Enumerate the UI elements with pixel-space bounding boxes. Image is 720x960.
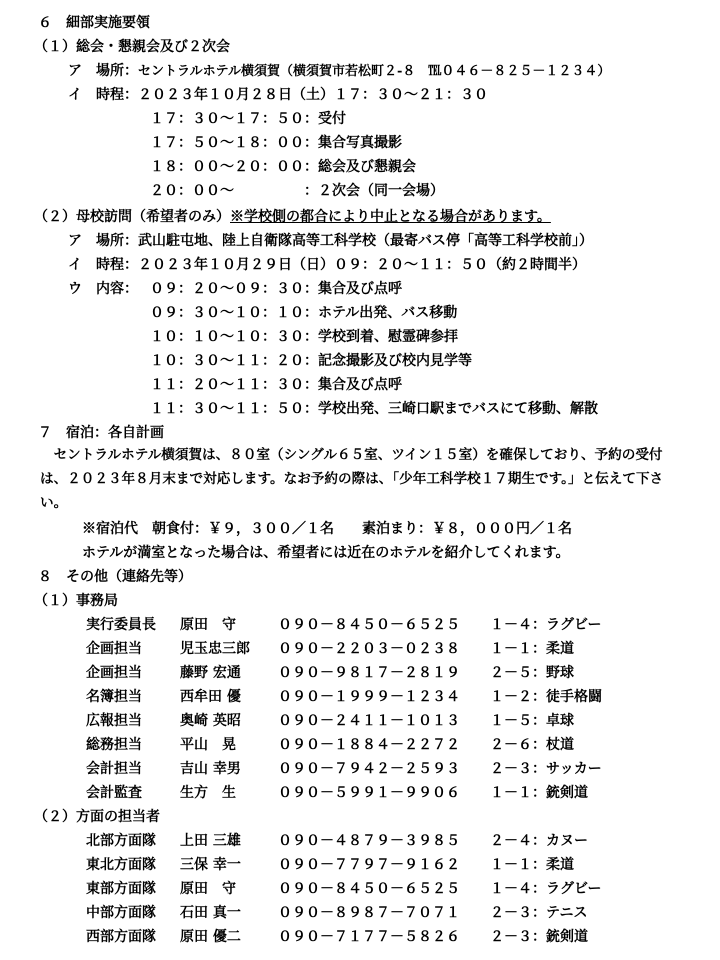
contact-phone: ０９０－９８１７－２８１９ xyxy=(278,665,460,681)
contact-class: １－４：ラグビー xyxy=(490,881,602,897)
time-label: イ 時程： xyxy=(68,87,138,103)
contact-role: 名簿担当 xyxy=(86,689,142,705)
contact-phone: ０９０－８４５０－６５２５ xyxy=(278,881,460,897)
time-text: ２０２３年１０月２８日（土）１７：３０～２１：３０ xyxy=(138,87,488,103)
schedule1-item: １８：００～２０：００：総会及び懇親会 xyxy=(150,159,416,175)
section-8-sub1: （１）事務局 xyxy=(34,593,118,609)
contact-name: 原田 守 xyxy=(180,881,236,897)
contact-role: 東部方面隊 xyxy=(86,881,156,897)
section-7-price: ※宿泊代 朝食付：￥９，３００／１名 素泊まり：￥８，０００円／１名 xyxy=(82,521,572,537)
contact-role: 実行委員長 xyxy=(86,617,156,633)
contact-phone: ０９０－８９８７－７０７１ xyxy=(278,905,460,921)
contact-role: 西部方面隊 xyxy=(86,929,156,945)
contact-phone: ０９０－４８７９－３９８５ xyxy=(278,833,460,849)
schedule1-item: １７：３０～１７：５０：受付 xyxy=(150,111,346,127)
contact-role: 東北方面隊 xyxy=(86,857,156,873)
contact-phone: ０９０－８４５０－６５２５ xyxy=(278,617,460,633)
venue-label: ア 場所： xyxy=(68,63,138,79)
schedule2-item: １１：３０～１１：５０：学校出発、三崎口駅までバスにて移動、解散 xyxy=(150,401,598,417)
contact-class: ２－３：銃剣道 xyxy=(490,929,588,945)
contact-class: ２－５：野球 xyxy=(490,665,574,681)
contact-class: １－１：銃剣道 xyxy=(490,785,588,801)
contact-class: １－４：ラグビー xyxy=(490,617,602,633)
contact-role: 総務担当 xyxy=(86,737,142,753)
contact-class: １－１：柔道 xyxy=(490,857,574,873)
section-7-heading: ７ 宿泊：各自計画 xyxy=(38,425,164,441)
contact-role: 企画担当 xyxy=(86,665,142,681)
schedule1-item: ２０：００～ ：２次会（同一会場） xyxy=(150,183,444,199)
visit-time: イ 時程：２０２３年１０月２９日（日）０９：２０～１１：５０（約２時間半） xyxy=(68,257,586,273)
contact-name: 児玉忠三郎 xyxy=(180,641,250,657)
contact-phone: ０９０－２４１１－１０１３ xyxy=(278,713,460,729)
contact-phone: ０９０－１８８４－２２７２ xyxy=(278,737,460,753)
contact-role: 会計監査 xyxy=(86,785,142,801)
contact-role: 北部方面隊 xyxy=(86,833,156,849)
contact-class: １－１：柔道 xyxy=(490,641,574,657)
section-7-note: ホテルが満室となった場合は、希望者には近在のホテルを紹介してくれます。 xyxy=(82,545,570,561)
contact-class: １－５：卓球 xyxy=(490,713,574,729)
contact-name: 奥崎 英昭 xyxy=(180,713,241,729)
venue-text: セントラルホテル横須賀（横須賀市若松町２-８ ℡０４６－８２５－１２３４） xyxy=(138,64,611,79)
contact-class: ２－４：カヌー xyxy=(490,833,588,849)
contact-name: 西牟田 優 xyxy=(180,689,241,705)
contact-name: 吉山 幸男 xyxy=(180,761,241,777)
contact-name: 上田 三雄 xyxy=(180,833,241,849)
contact-role: 企画担当 xyxy=(86,641,142,657)
contact-role: 広報担当 xyxy=(86,713,142,729)
schedule2-item: ０９：２０～０９：３０：集合及び点呼 xyxy=(150,281,402,297)
schedule2-item: １０：３０～１１：２０：記念撮影及び校内見学等 xyxy=(150,353,472,369)
contact-phone: ０９０－５９９１－９９０６ xyxy=(278,785,460,801)
section-6-sub1: （１）総会・懇親会及び２次会 xyxy=(34,39,230,55)
contact-role: 会計担当 xyxy=(86,761,142,777)
schedule1-item: １７：５０～１８：００：集合写真撮影 xyxy=(150,135,402,151)
section-6-heading: ６ 細部実施要領 xyxy=(38,15,150,31)
schedule2-item: １０：１０～１０：３０：学校到着、慰霊碑参拝 xyxy=(150,329,458,345)
schedule2-item: １１：２０～１１：３０：集合及び点呼 xyxy=(150,377,402,393)
section-6-sub2-line xyxy=(34,208,551,226)
contact-name: 平山 晃 xyxy=(180,737,236,753)
contact-class: ２－３：テニス xyxy=(490,905,588,921)
contact-class: ２－３：サッカー xyxy=(490,761,602,777)
section-6-sub2: （２）母校訪問（希望者のみ） xyxy=(34,209,230,225)
contact-phone: ０９０－７１７７－５８２６ xyxy=(278,929,460,945)
contact-name: 生方 生 xyxy=(180,785,236,801)
venue-line xyxy=(68,62,610,81)
time-line xyxy=(68,86,488,104)
contact-name: 原田 守 xyxy=(180,617,236,633)
schedule2-item: ０９：３０～１０：１０：ホテル出発、バス移動 xyxy=(150,305,458,321)
contact-name: 石田 真一 xyxy=(180,905,241,921)
contact-name: 三保 幸一 xyxy=(180,857,241,873)
contact-name: 原田 優二 xyxy=(180,929,241,945)
contact-phone: ０９０－１９９９－１２３４ xyxy=(278,689,460,705)
visit-venue: ア 場所：武山駐屯地、陸上自衛隊高等工科学校（最寄バス停「高等工科学校前」） xyxy=(68,233,593,249)
contact-class: ２－６：杖道 xyxy=(490,737,574,753)
contact-name: 藤野 宏通 xyxy=(180,665,241,681)
section-8-heading: ８ その他（連絡先等） xyxy=(38,569,192,585)
section-6-sub2-note: ※学校側の都合により中止となる場合があります。 xyxy=(230,209,551,225)
section-8-sub2: （２）方面の担当者 xyxy=(34,809,160,825)
section-7-paragraph: セントラルホテル横須賀は、８０室（シングル６５室、ツイン１５室）を確保しており、予約の受付は、２０２３年８月末まで対応します。なお予約の際は、「少年工科学校１７期生です。」と伝えて下さい。 xyxy=(40,447,664,511)
contact-phone: ０９０－７７９７－９１６２ xyxy=(278,857,460,873)
contact-phone: ０９０－２２０３－０２３８ xyxy=(278,641,460,657)
contact-phone: ０９０－７９４２－２５９３ xyxy=(278,761,460,777)
visit-content-label: ウ 内容： xyxy=(68,281,138,297)
contact-role: 中部方面隊 xyxy=(86,905,156,921)
contact-class: １－２：徒手格闘 xyxy=(490,689,602,705)
